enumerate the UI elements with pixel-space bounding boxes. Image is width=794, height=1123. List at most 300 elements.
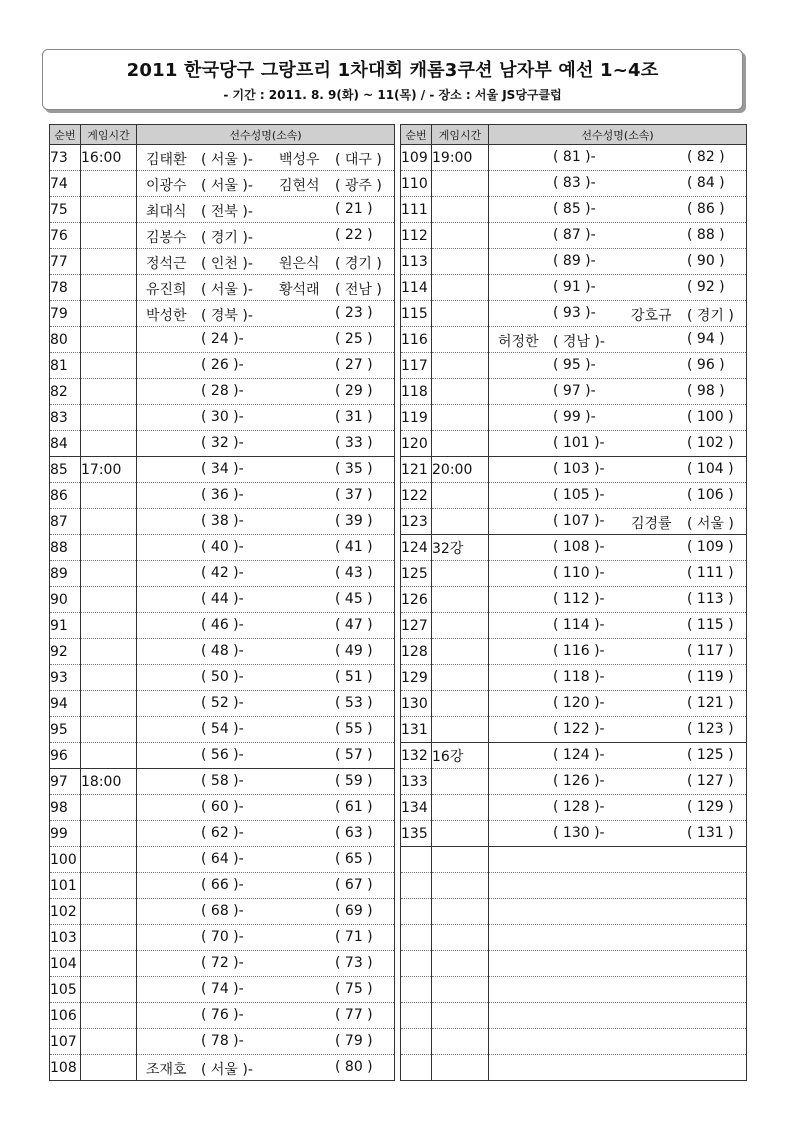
player1-affiliation: ( 66 )-: [201, 877, 244, 893]
match-number: 100: [50, 847, 81, 873]
match-row: [401, 1003, 747, 1029]
match-row: [50, 509, 395, 535]
game-time: [432, 587, 489, 613]
match-players: [489, 1055, 747, 1081]
player2-affiliation: ( 131 ): [687, 825, 734, 841]
player2-affiliation: ( 113 ): [687, 591, 734, 607]
match-row: [401, 925, 747, 951]
match-row: [50, 275, 395, 301]
match-row: [401, 665, 747, 691]
match-row: [401, 379, 747, 405]
match-number: 122: [401, 483, 432, 509]
match-number: [401, 1055, 432, 1081]
match-number: 90: [50, 587, 81, 613]
player1-affiliation: ( 58 )-: [201, 773, 244, 789]
player1-affiliation: ( 78 )-: [201, 1033, 244, 1049]
player1-affiliation: ( 110 )-: [553, 565, 605, 581]
match-row: [401, 431, 747, 457]
match-players: [489, 275, 747, 301]
match-number: 96: [50, 743, 81, 769]
game-time: [432, 977, 489, 1003]
player2-affiliation: ( 55 ): [335, 721, 373, 737]
game-time: [81, 353, 137, 379]
match-number: 123: [401, 509, 432, 535]
player1-affiliation: ( 122 )-: [553, 721, 605, 737]
game-time: [432, 353, 489, 379]
page-title: 2011 한국당구 그랑프리 1차대회 캐롬3쿠션 남자부 예선 1~4조: [126, 60, 659, 81]
player2-affiliation: ( 115 ): [687, 617, 734, 633]
player2-name: 강호규: [631, 308, 672, 324]
match-players: [489, 535, 747, 561]
game-time: [81, 951, 137, 977]
match-row: [50, 847, 395, 873]
match-row: [50, 223, 395, 249]
game-time: [81, 275, 137, 301]
player1-affiliation: ( 76 )-: [201, 1007, 244, 1023]
match-players: [489, 301, 747, 327]
match-players: [137, 899, 395, 925]
player1-affiliation: ( 62 )-: [201, 825, 244, 841]
match-row: [401, 223, 747, 249]
game-time: [81, 717, 137, 743]
player2-affiliation: ( 45 ): [335, 591, 373, 607]
match-row: [50, 639, 395, 665]
match-row: [50, 587, 395, 613]
match-number: 95: [50, 717, 81, 743]
player2-affiliation: ( 33 ): [335, 435, 373, 451]
match-players: [137, 249, 395, 275]
player2-affiliation: ( 94 ): [687, 331, 725, 347]
match-number: 114: [401, 275, 432, 301]
match-players: [137, 1029, 395, 1055]
player2-name: 백성우: [279, 152, 320, 168]
match-players: [137, 431, 395, 457]
match-players: [137, 613, 395, 639]
match-number: 77: [50, 249, 81, 275]
player1-name: 조재호: [146, 1062, 187, 1078]
match-row: [50, 1029, 395, 1055]
game-time: [432, 561, 489, 587]
match-row: [50, 1055, 395, 1081]
match-number: 130: [401, 691, 432, 717]
match-row: [401, 535, 747, 561]
game-time: [432, 1029, 489, 1055]
player2-name: 김경률: [631, 516, 672, 532]
player2-affiliation: ( 90 ): [687, 253, 725, 269]
match-number: 88: [50, 535, 81, 561]
player2-affiliation: ( 129 ): [687, 799, 734, 815]
match-players: [489, 587, 747, 613]
player1-affiliation: ( 83 )-: [553, 175, 596, 191]
player1-affiliation: ( 116 )-: [553, 643, 605, 659]
match-row: [401, 847, 747, 873]
match-number: 118: [401, 379, 432, 405]
player1-affiliation: ( 28 )-: [201, 383, 244, 399]
match-row: [50, 145, 395, 171]
player1-affiliation: ( 경남 )-: [553, 334, 605, 350]
match-number: 84: [50, 431, 81, 457]
match-row: [401, 1055, 747, 1081]
match-row: [50, 353, 395, 379]
player1-name: 김봉수: [146, 230, 187, 246]
match-players: [137, 275, 395, 301]
match-row: [401, 951, 747, 977]
match-players: [137, 847, 395, 873]
player1-affiliation: ( 46 )-: [201, 617, 244, 633]
game-time: 19:00: [432, 145, 489, 171]
game-time: [432, 717, 489, 743]
game-time: [81, 405, 137, 431]
match-players: [489, 613, 747, 639]
player2-affiliation: ( 광주 ): [335, 178, 382, 194]
player2-affiliation: ( 47 ): [335, 617, 373, 633]
game-time: [432, 1003, 489, 1029]
player1-affiliation: ( 38 )-: [201, 513, 244, 529]
player1-affiliation: ( 경북 )-: [201, 308, 253, 324]
match-row: [401, 249, 747, 275]
match-players: [137, 223, 395, 249]
match-row: [401, 483, 747, 509]
game-time: [81, 743, 137, 769]
game-time: [81, 613, 137, 639]
schedule-table-left: [49, 124, 395, 1081]
match-players: [137, 717, 395, 743]
match-number: 103: [50, 925, 81, 951]
player2-affiliation: ( 51 ): [335, 669, 373, 685]
header-players: 선수성명(소속): [489, 125, 747, 145]
player1-affiliation: ( 36 )-: [201, 487, 244, 503]
match-row: [401, 405, 747, 431]
game-time: [432, 795, 489, 821]
match-number: 110: [401, 171, 432, 197]
game-time: [432, 405, 489, 431]
player1-affiliation: ( 81 )-: [553, 149, 596, 165]
match-players: [137, 821, 395, 847]
game-time: [81, 1003, 137, 1029]
game-time: [432, 899, 489, 925]
title-box: [42, 49, 743, 110]
game-time: 16:00: [81, 145, 137, 171]
player2-affiliation: ( 119 ): [687, 669, 734, 685]
player1-affiliation: ( 52 )-: [201, 695, 244, 711]
match-players: [137, 197, 395, 223]
match-row: [401, 561, 747, 587]
player1-affiliation: ( 32 )-: [201, 435, 244, 451]
player1-affiliation: ( 68 )-: [201, 903, 244, 919]
match-number: 128: [401, 639, 432, 665]
game-time: [432, 847, 489, 873]
player2-affiliation: ( 29 ): [335, 383, 373, 399]
player2-affiliation: ( 41 ): [335, 539, 373, 555]
player1-affiliation: ( 130 )-: [553, 825, 605, 841]
match-players: [137, 1055, 395, 1081]
match-row: [50, 249, 395, 275]
match-number: 97: [50, 769, 81, 795]
match-players: [137, 795, 395, 821]
player2-affiliation: ( 84 ): [687, 175, 725, 191]
match-number: 74: [50, 171, 81, 197]
match-players: [137, 691, 395, 717]
player2-affiliation: ( 80 ): [335, 1059, 373, 1075]
match-number: 132: [401, 743, 432, 769]
match-row: [50, 301, 395, 327]
game-time: 16강: [432, 743, 489, 769]
match-number: 78: [50, 275, 81, 301]
player2-affiliation: ( 77 ): [335, 1007, 373, 1023]
match-row: [401, 639, 747, 665]
game-time: [81, 847, 137, 873]
game-time: [432, 379, 489, 405]
game-time: [432, 431, 489, 457]
match-players: [489, 327, 747, 353]
match-players: [137, 535, 395, 561]
match-number: 83: [50, 405, 81, 431]
game-time: [432, 171, 489, 197]
match-number: 87: [50, 509, 81, 535]
match-number: 116: [401, 327, 432, 353]
player1-affiliation: ( 서울 )-: [201, 282, 253, 298]
player2-name: 황석래: [279, 282, 320, 298]
header-no: 순번: [50, 125, 81, 145]
game-time: [81, 483, 137, 509]
match-number: 105: [50, 977, 81, 1003]
match-row: [50, 951, 395, 977]
match-players: [137, 1003, 395, 1029]
match-number: 82: [50, 379, 81, 405]
match-number: 107: [50, 1029, 81, 1055]
player1-affiliation: ( 54 )-: [201, 721, 244, 737]
match-row: [401, 353, 747, 379]
match-players: [489, 223, 747, 249]
player1-affiliation: ( 42 )-: [201, 565, 244, 581]
match-number: 117: [401, 353, 432, 379]
match-players: [489, 691, 747, 717]
player1-affiliation: ( 118 )-: [553, 669, 605, 685]
match-players: [489, 379, 747, 405]
player2-affiliation: ( 98 ): [687, 383, 725, 399]
match-number: 76: [50, 223, 81, 249]
player2-affiliation: ( 59 ): [335, 773, 373, 789]
match-row: [401, 977, 747, 1003]
player2-affiliation: ( 65 ): [335, 851, 373, 867]
match-number: 109: [401, 145, 432, 171]
player2-affiliation: ( 23 ): [335, 305, 373, 321]
game-time: [81, 327, 137, 353]
game-time: [81, 197, 137, 223]
match-number: 124: [401, 535, 432, 561]
player2-affiliation: ( 57 ): [335, 747, 373, 763]
match-row: [50, 561, 395, 587]
match-players: [137, 873, 395, 899]
header-no: 순번: [401, 125, 432, 145]
player2-affiliation: ( 49 ): [335, 643, 373, 659]
player1-affiliation: ( 인천 )-: [201, 256, 253, 272]
game-time: [81, 925, 137, 951]
match-players: [489, 509, 747, 535]
match-number: 115: [401, 301, 432, 327]
game-time: 18:00: [81, 769, 137, 795]
game-time: [81, 873, 137, 899]
match-row: [50, 171, 395, 197]
match-row: [50, 795, 395, 821]
match-players: [489, 561, 747, 587]
game-time: [432, 925, 489, 951]
match-number: 129: [401, 665, 432, 691]
match-row: [401, 197, 747, 223]
match-row: [401, 275, 747, 301]
match-players: [489, 197, 747, 223]
match-number: 134: [401, 795, 432, 821]
match-row: [50, 457, 395, 483]
match-players: [137, 925, 395, 951]
game-time: [432, 613, 489, 639]
match-number: [401, 925, 432, 951]
player1-affiliation: ( 경기 )-: [201, 230, 253, 246]
player2-affiliation: ( 111 ): [687, 565, 734, 581]
match-players: [137, 977, 395, 1003]
game-time: [432, 197, 489, 223]
match-number: 89: [50, 561, 81, 587]
player2-affiliation: ( 경기 ): [687, 308, 734, 324]
player2-affiliation: ( 53 ): [335, 695, 373, 711]
player2-affiliation: ( 88 ): [687, 227, 725, 243]
match-players: [137, 639, 395, 665]
player2-affiliation: ( 27 ): [335, 357, 373, 373]
match-number: 91: [50, 613, 81, 639]
game-time: [432, 327, 489, 353]
player1-affiliation: ( 40 )-: [201, 539, 244, 555]
player2-affiliation: ( 106 ): [687, 487, 734, 503]
match-number: 98: [50, 795, 81, 821]
game-time: [432, 249, 489, 275]
match-row: [50, 379, 395, 405]
match-players: [489, 405, 747, 431]
game-time: [432, 483, 489, 509]
match-players: [137, 483, 395, 509]
player2-affiliation: ( 102 ): [687, 435, 734, 451]
match-players: [489, 743, 747, 769]
player1-name: 박성한: [146, 308, 187, 324]
match-row: [50, 405, 395, 431]
game-time: [432, 821, 489, 847]
player1-affiliation: ( 85 )-: [553, 201, 596, 217]
schedule-body-left: [50, 145, 395, 1081]
player1-name: 정석근: [146, 256, 187, 272]
game-time: [81, 509, 137, 535]
match-row: [401, 769, 747, 795]
match-number: 112: [401, 223, 432, 249]
match-players: [489, 483, 747, 509]
player2-affiliation: ( 37 ): [335, 487, 373, 503]
match-number: [401, 1029, 432, 1055]
game-time: [432, 873, 489, 899]
match-number: 86: [50, 483, 81, 509]
player1-affiliation: ( 56 )-: [201, 747, 244, 763]
player1-affiliation: ( 126 )-: [553, 773, 605, 789]
player1-affiliation: ( 70 )-: [201, 929, 244, 945]
player1-affiliation: ( 74 )-: [201, 981, 244, 997]
match-number: 106: [50, 1003, 81, 1029]
match-number: [401, 951, 432, 977]
player2-affiliation: ( 73 ): [335, 955, 373, 971]
match-row: [401, 327, 747, 353]
player2-affiliation: ( 69 ): [335, 903, 373, 919]
match-number: 131: [401, 717, 432, 743]
match-row: [50, 873, 395, 899]
match-number: 73: [50, 145, 81, 171]
player1-affiliation: ( 89 )-: [553, 253, 596, 269]
match-players: [137, 665, 395, 691]
match-players: [489, 1029, 747, 1055]
player2-affiliation: ( 100 ): [687, 409, 734, 425]
match-row: [401, 457, 747, 483]
player2-affiliation: ( 82 ): [687, 149, 725, 165]
match-players: [137, 379, 395, 405]
game-time: [81, 379, 137, 405]
player1-affiliation: ( 114 )-: [553, 617, 605, 633]
game-time: [81, 561, 137, 587]
match-players: [137, 327, 395, 353]
player1-affiliation: ( 서울 )-: [201, 1062, 253, 1078]
match-players: [137, 561, 395, 587]
game-time: [81, 249, 137, 275]
player1-affiliation: ( 30 )-: [201, 409, 244, 425]
match-number: [401, 899, 432, 925]
match-row: [401, 743, 747, 769]
player1-affiliation: ( 99 )-: [553, 409, 596, 425]
game-time: 17:00: [81, 457, 137, 483]
match-row: [50, 769, 395, 795]
match-number: 126: [401, 587, 432, 613]
match-number: 119: [401, 405, 432, 431]
game-time: 20:00: [432, 457, 489, 483]
match-number: 81: [50, 353, 81, 379]
match-number: 101: [50, 873, 81, 899]
game-time: [81, 665, 137, 691]
match-row: [50, 1003, 395, 1029]
player2-affiliation: ( 117 ): [687, 643, 734, 659]
match-players: [137, 301, 395, 327]
player2-affiliation: ( 39 ): [335, 513, 373, 529]
player1-affiliation: ( 24 )-: [201, 331, 244, 347]
player1-name: 이광수: [146, 178, 187, 194]
game-time: [81, 535, 137, 561]
header-players: 선수성명(소속): [137, 125, 395, 145]
game-time: [81, 639, 137, 665]
match-row: [50, 899, 395, 925]
match-number: 80: [50, 327, 81, 353]
page-subtitle: - 기간 : 2011. 8. 9(화) ~ 11(목) / - 장소 : 서울 JS당구클럽: [223, 88, 562, 102]
player1-affiliation: ( 91 )-: [553, 279, 596, 295]
match-row: [401, 873, 747, 899]
game-time: [432, 223, 489, 249]
player2-affiliation: ( 22 ): [335, 227, 373, 243]
player2-affiliation: ( 서울 ): [687, 516, 734, 532]
game-time: [81, 1055, 137, 1081]
match-row: [401, 509, 747, 535]
match-number: 104: [50, 951, 81, 977]
match-row: [50, 691, 395, 717]
match-players: [489, 353, 747, 379]
match-row: [401, 613, 747, 639]
match-number: 121: [401, 457, 432, 483]
player1-affiliation: ( 101 )-: [553, 435, 605, 451]
player2-affiliation: ( 경기 ): [335, 256, 382, 272]
player2-name: 김현석: [279, 178, 320, 194]
player1-affiliation: ( 93 )-: [553, 305, 596, 321]
player2-affiliation: ( 63 ): [335, 825, 373, 841]
player1-affiliation: ( 97 )-: [553, 383, 596, 399]
